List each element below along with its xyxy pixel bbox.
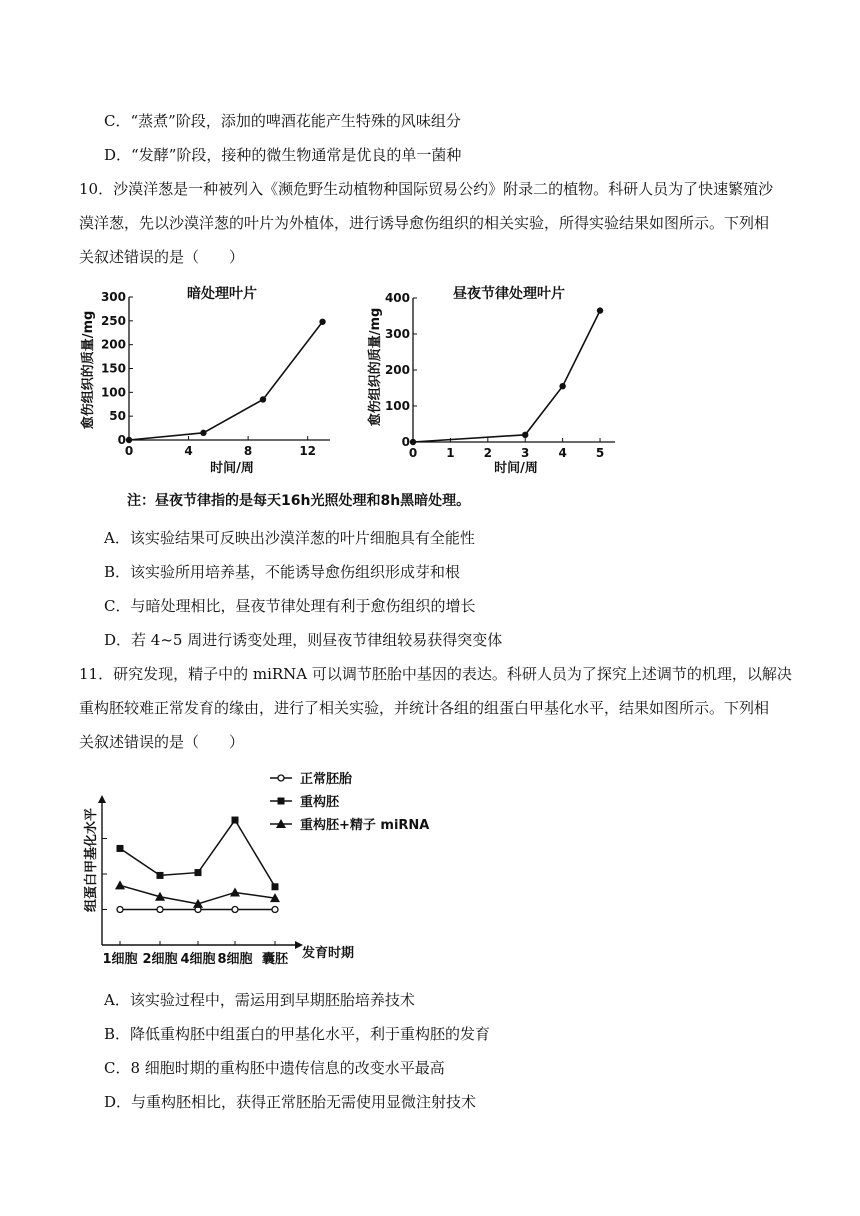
q11-option-b: B．降低重构胚中组蛋白的甲基化水平，利于重构胚的发育 (104, 1025, 491, 1043)
chart3-ylabel: 组蛋白甲基化水平 (84, 807, 99, 913)
data-point (272, 907, 278, 913)
x-tick-label: 12 (299, 444, 317, 458)
series-line (129, 322, 323, 440)
data-point (260, 396, 266, 402)
x-tick-label: 2 (483, 446, 492, 460)
x-tick-label: 1 (446, 446, 455, 460)
legend-label: 重构胚+精子 miRNA (300, 818, 430, 833)
q9-option-c: C．“蒸煮”阶段，添加的啤酒花能产生特殊的风味组分 (104, 112, 461, 130)
chart1-ylabel: 愈伤组织的质量/mg (81, 310, 96, 430)
q10-chart-note: 注：昼夜节律指的是每天16h光照处理和8h黑暗处理。 (127, 493, 471, 509)
x-tick-label: 0 (408, 446, 418, 460)
q11-option-d: D．与重构胚相比，获得正常胚胎无需使用显微注射技术 (104, 1093, 477, 1111)
y-tick-label: 400 (384, 291, 410, 305)
q11-option-a: A．该实验过程中，需运用到早期胚胎培养技术 (104, 991, 415, 1009)
y-tick-label: 150 (100, 361, 126, 376)
data-point (319, 319, 325, 325)
x-category-label: 4细胞 (180, 952, 216, 967)
y-tick-label: 300 (384, 327, 410, 341)
y-tick-label: 50 (109, 409, 126, 424)
y-tick-label: 250 (100, 313, 126, 328)
series-line (120, 820, 275, 887)
chart2-ylabel: 愈伤组织的质量/mg (368, 307, 383, 427)
data-point (115, 880, 125, 889)
x-tick-label: 4 (184, 444, 193, 458)
chart-dark-treatment (80, 280, 350, 480)
data-point (117, 907, 123, 913)
y-tick-label: 100 (384, 399, 410, 413)
data-point (410, 439, 416, 445)
legend-label: 重构胚 (300, 795, 340, 810)
y-tick-label: 200 (384, 363, 410, 377)
q11-stem-line-3: 关叙述错误的是（ ） (79, 733, 245, 751)
data-point (230, 887, 240, 896)
chart1-xlabel: 时间/周 (210, 461, 254, 476)
q10-option-a: A．该实验结果可反映出沙漠洋葱的叶片细胞具有全能性 (104, 529, 475, 547)
y-tick-label: 100 (100, 385, 126, 400)
data-point (117, 845, 124, 852)
chart3-xlabel: 发育时期 (302, 946, 355, 961)
q11-option-c: C．8 细胞时期的重构胚中遗传信息的改变水平最高 (104, 1059, 445, 1077)
y-axis-arrow (98, 795, 106, 803)
q10-option-b: B．该实验所用培养基，不能诱导愈伤组织形成芽和根 (104, 563, 461, 581)
data-point (157, 907, 163, 913)
data-point (232, 817, 239, 824)
data-point (597, 307, 603, 313)
chart2-title: 昼夜节律处理叶片 (453, 286, 565, 302)
data-point (559, 383, 565, 389)
x-tick-label: 5 (595, 446, 605, 460)
q10-option-d: D．若 4~5 周进行诱变处理，则昼夜节律组较易获得突变体 (104, 631, 503, 649)
legend-label: 正常胚胎 (300, 772, 353, 787)
chart-histone-methylation (80, 765, 480, 980)
x-tick-label: 8 (243, 444, 253, 458)
q10-stem-line-1: 10．沙漠洋葱是一种被列入《濒危野生动植物种国际贸易公约》附录二的植物。科研人员为了快速繁殖沙 (79, 180, 774, 198)
x-tick-label: 3 (521, 446, 530, 460)
x-category-label: 1细胞 (102, 952, 138, 967)
chart1-title: 暗处理叶片 (187, 286, 257, 302)
x-category-label: 8细胞 (217, 952, 253, 967)
x-category-label: 2细胞 (142, 952, 178, 967)
y-tick-label: 300 (100, 290, 126, 304)
chart2-xlabel: 时间/周 (494, 461, 538, 476)
data-point (232, 907, 238, 913)
q11-stem-line-2: 重构胚较难正常发育的缘由，进行了相关实验，并统计各组的组蛋白甲基化水平，结果如图所示。下列相 (79, 699, 770, 717)
data-point (522, 432, 528, 438)
data-point (157, 872, 164, 879)
chart-circadian-treatment (365, 280, 635, 480)
data-point (272, 883, 279, 890)
series-line (413, 311, 600, 442)
y-tick-label: 200 (100, 337, 126, 352)
data-point (200, 430, 206, 436)
legend-marker (278, 775, 284, 781)
q9-option-d: D．“发酵”阶段，接种的微生物通常是优良的单一菌种 (104, 146, 462, 164)
q10-option-c: C．与暗处理相比，昼夜节律处理有利于愈伤组织的增长 (104, 597, 476, 615)
data-point (126, 437, 132, 443)
legend-marker (278, 798, 285, 805)
x-tick-label: 4 (558, 446, 567, 460)
data-point (195, 869, 202, 876)
q10-stem-line-3: 关叙述错误的是（ ） (79, 248, 245, 266)
q10-stem-line-2: 漠洋葱，先以沙漠洋葱的叶片为外植体，进行诱导愈伤组织的相关实验，所得实验结果如图所示。下列相 (79, 214, 770, 232)
y-tick-label: 0 (117, 433, 126, 447)
x-tick-label: 0 (124, 444, 134, 458)
q11-stem-line-1: 11．研究发现，精子中的 miRNA 可以调节胚胎中基因的表达。科研人员为了探究上述调节的机理，以解决 (79, 665, 792, 683)
x-category-label: 囊胚 (261, 952, 289, 967)
y-tick-label: 0 (401, 435, 410, 449)
